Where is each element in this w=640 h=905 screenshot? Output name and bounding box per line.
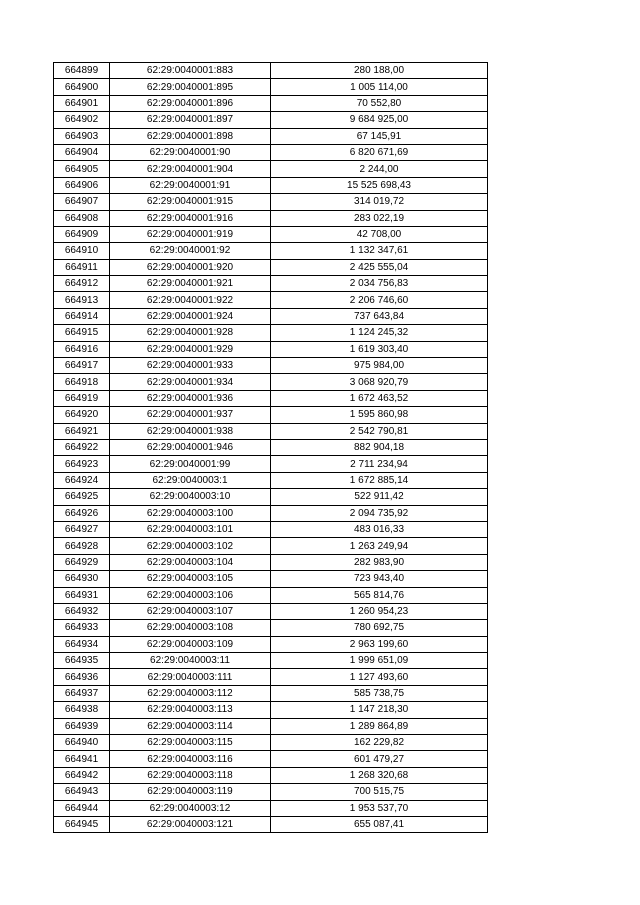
cadastral-value-cell: 2 034 756,83	[271, 276, 488, 292]
cadastral-number-cell: 62:29:0040001:91	[110, 177, 271, 193]
cadastral-value-cell: 70 552,80	[271, 95, 488, 111]
cadastral-number-cell: 62:29:0040001:929	[110, 341, 271, 357]
cadastral-value-cell: 601 479,27	[271, 751, 488, 767]
cadastral-number-cell: 62:29:0040003:104	[110, 554, 271, 570]
cadastral-number-cell: 62:29:0040003:106	[110, 587, 271, 603]
cadastral-value-cell: 1 005 114,00	[271, 79, 488, 95]
cadastral-value-cell: 1 999 651,09	[271, 653, 488, 669]
row-number-cell: 664924	[54, 472, 110, 488]
cadastral-number-cell: 62:29:0040003:112	[110, 685, 271, 701]
table-row	[54, 63, 488, 79]
cadastral-value-cell: 2 094 735,92	[271, 505, 488, 521]
cadastral-number-cell: 62:29:0040003:116	[110, 751, 271, 767]
table-row	[54, 751, 488, 767]
cadastral-value-cell: 1 260 954,23	[271, 603, 488, 619]
cadastral-number-cell: 62:29:0040003:11	[110, 653, 271, 669]
row-number-cell: 664923	[54, 456, 110, 472]
table-row	[54, 79, 488, 95]
table-row	[54, 685, 488, 701]
cadastral-number-cell: 62:29:0040003:114	[110, 718, 271, 734]
table-row	[54, 439, 488, 455]
cadastral-number-cell: 62:29:0040001:924	[110, 308, 271, 324]
cadastral-value-cell: 42 708,00	[271, 226, 488, 242]
cadastral-number-cell: 62:29:0040001:919	[110, 226, 271, 242]
cadastral-value-cell: 565 814,76	[271, 587, 488, 603]
table-row	[54, 358, 488, 374]
cadastral-number-cell: 62:29:0040003:119	[110, 784, 271, 800]
cadastral-value-table	[53, 62, 488, 833]
cadastral-number-cell: 62:29:0040003:118	[110, 767, 271, 783]
cadastral-value-cell: 314 019,72	[271, 194, 488, 210]
cadastral-value-cell: 2 542 790,81	[271, 423, 488, 439]
table-row	[54, 276, 488, 292]
cadastral-number-cell: 62:29:0040001:898	[110, 128, 271, 144]
row-number-cell: 664915	[54, 325, 110, 341]
table-row	[54, 587, 488, 603]
row-number-cell: 664900	[54, 79, 110, 95]
cadastral-number-cell: 62:29:0040003:12	[110, 800, 271, 816]
row-number-cell: 664944	[54, 800, 110, 816]
cadastral-number-cell: 62:29:0040003:1	[110, 472, 271, 488]
row-number-cell: 664919	[54, 390, 110, 406]
row-number-cell: 664940	[54, 735, 110, 751]
cadastral-value-cell: 1 124 245,32	[271, 325, 488, 341]
row-number-cell: 664917	[54, 358, 110, 374]
row-number-cell: 664912	[54, 276, 110, 292]
row-number-cell: 664935	[54, 653, 110, 669]
cadastral-value-cell: 655 087,41	[271, 816, 488, 832]
table-row	[54, 489, 488, 505]
cadastral-value-cell: 162 229,82	[271, 735, 488, 751]
table-row	[54, 538, 488, 554]
row-number-cell: 664929	[54, 554, 110, 570]
row-number-cell: 664939	[54, 718, 110, 734]
table-row	[54, 292, 488, 308]
cadastral-number-cell: 62:29:0040001:916	[110, 210, 271, 226]
row-number-cell: 664945	[54, 816, 110, 832]
cadastral-value-cell: 700 515,75	[271, 784, 488, 800]
cadastral-number-cell: 62:29:0040001:90	[110, 144, 271, 160]
table-row	[54, 816, 488, 832]
cadastral-number-cell: 62:29:0040001:92	[110, 243, 271, 259]
row-number-cell: 664902	[54, 112, 110, 128]
row-number-cell: 664907	[54, 194, 110, 210]
cadastral-number-cell: 62:29:0040001:921	[110, 276, 271, 292]
cadastral-number-cell: 62:29:0040001:920	[110, 259, 271, 275]
cadastral-number-cell: 62:29:0040003:121	[110, 816, 271, 832]
row-number-cell: 664911	[54, 259, 110, 275]
row-number-cell: 664941	[54, 751, 110, 767]
table-row	[54, 636, 488, 652]
cadastral-value-cell: 280 188,00	[271, 63, 488, 79]
cadastral-value-cell: 3 068 920,79	[271, 374, 488, 390]
table-row	[54, 161, 488, 177]
cadastral-number-cell: 62:29:0040003:10	[110, 489, 271, 505]
cadastral-value-cell: 6 820 671,69	[271, 144, 488, 160]
row-number-cell: 664922	[54, 439, 110, 455]
row-number-cell: 664905	[54, 161, 110, 177]
row-number-cell: 664937	[54, 685, 110, 701]
cadastral-value-cell: 2 425 555,04	[271, 259, 488, 275]
cadastral-value-cell: 2 963 199,60	[271, 636, 488, 652]
cadastral-number-cell: 62:29:0040001:895	[110, 79, 271, 95]
table-row	[54, 669, 488, 685]
cadastral-value-cell: 723 943,40	[271, 571, 488, 587]
cadastral-number-cell: 62:29:0040003:105	[110, 571, 271, 587]
row-number-cell: 664931	[54, 587, 110, 603]
cadastral-value-cell: 1 619 303,40	[271, 341, 488, 357]
cadastral-value-cell: 1 268 320,68	[271, 767, 488, 783]
row-number-cell: 664913	[54, 292, 110, 308]
cadastral-value-cell: 483 016,33	[271, 521, 488, 537]
cadastral-value-cell: 1 127 493,60	[271, 669, 488, 685]
table-row	[54, 456, 488, 472]
cadastral-value-cell: 2 711 234,94	[271, 456, 488, 472]
table-row	[54, 620, 488, 636]
row-number-cell: 664914	[54, 308, 110, 324]
cadastral-number-cell: 62:29:0040001:938	[110, 423, 271, 439]
cadastral-value-cell: 2 244,00	[271, 161, 488, 177]
cadastral-number-cell: 62:29:0040001:936	[110, 390, 271, 406]
row-number-cell: 664938	[54, 702, 110, 718]
cadastral-number-cell: 62:29:0040003:102	[110, 538, 271, 554]
cadastral-number-cell: 62:29:0040003:108	[110, 620, 271, 636]
row-number-cell: 664921	[54, 423, 110, 439]
row-number-cell: 664933	[54, 620, 110, 636]
row-number-cell: 664926	[54, 505, 110, 521]
row-number-cell: 664943	[54, 784, 110, 800]
cadastral-number-cell: 62:29:0040001:934	[110, 374, 271, 390]
cadastral-value-cell: 283 022,19	[271, 210, 488, 226]
table-row	[54, 144, 488, 160]
row-number-cell: 664908	[54, 210, 110, 226]
cadastral-value-cell: 780 692,75	[271, 620, 488, 636]
table-row	[54, 210, 488, 226]
row-number-cell: 664942	[54, 767, 110, 783]
table-row	[54, 718, 488, 734]
cadastral-value-cell: 1 672 885,14	[271, 472, 488, 488]
cadastral-value-cell: 1 289 864,89	[271, 718, 488, 734]
cadastral-number-cell: 62:29:0040001:896	[110, 95, 271, 111]
table-row	[54, 735, 488, 751]
table-row	[54, 554, 488, 570]
cadastral-value-cell: 585 738,75	[271, 685, 488, 701]
row-number-cell: 664904	[54, 144, 110, 160]
row-number-cell: 664936	[54, 669, 110, 685]
cadastral-value-cell: 737 643,84	[271, 308, 488, 324]
cadastral-value-cell: 522 911,42	[271, 489, 488, 505]
table-row	[54, 325, 488, 341]
cadastral-number-cell: 62:29:0040001:897	[110, 112, 271, 128]
table-row	[54, 243, 488, 259]
table-row	[54, 128, 488, 144]
cadastral-value-cell: 1 953 537,70	[271, 800, 488, 816]
table-row	[54, 407, 488, 423]
cadastral-value-cell: 282 983,90	[271, 554, 488, 570]
cadastral-number-cell: 62:29:0040001:99	[110, 456, 271, 472]
row-number-cell: 664903	[54, 128, 110, 144]
cadastral-value-cell: 9 684 925,00	[271, 112, 488, 128]
cadastral-value-cell: 1 672 463,52	[271, 390, 488, 406]
table-row	[54, 112, 488, 128]
table-row	[54, 571, 488, 587]
cadastral-number-cell: 62:29:0040001:933	[110, 358, 271, 374]
row-number-cell: 664927	[54, 521, 110, 537]
cadastral-number-cell: 62:29:0040003:115	[110, 735, 271, 751]
table-row	[54, 194, 488, 210]
table-body	[54, 63, 488, 833]
table-row	[54, 259, 488, 275]
cadastral-number-cell: 62:29:0040003:109	[110, 636, 271, 652]
cadastral-number-cell: 62:29:0040001:915	[110, 194, 271, 210]
cadastral-value-cell: 882 904,18	[271, 439, 488, 455]
cadastral-value-cell: 1 147 218,30	[271, 702, 488, 718]
row-number-cell: 664925	[54, 489, 110, 505]
cadastral-number-cell: 62:29:0040001:937	[110, 407, 271, 423]
row-number-cell: 664918	[54, 374, 110, 390]
cadastral-number-cell: 62:29:0040001:883	[110, 63, 271, 79]
table-row	[54, 472, 488, 488]
row-number-cell: 664906	[54, 177, 110, 193]
table-row	[54, 800, 488, 816]
table-row	[54, 177, 488, 193]
row-number-cell: 664901	[54, 95, 110, 111]
cadastral-number-cell: 62:29:0040001:928	[110, 325, 271, 341]
cadastral-value-cell: 1 595 860,98	[271, 407, 488, 423]
row-number-cell: 664899	[54, 63, 110, 79]
cadastral-number-cell: 62:29:0040001:904	[110, 161, 271, 177]
row-number-cell: 664916	[54, 341, 110, 357]
table-row	[54, 603, 488, 619]
cadastral-value-cell: 1 263 249,94	[271, 538, 488, 554]
table-row	[54, 521, 488, 537]
cadastral-value-cell: 15 525 698,43	[271, 177, 488, 193]
table-row	[54, 308, 488, 324]
table-row	[54, 505, 488, 521]
cadastral-value-cell: 1 132 347,61	[271, 243, 488, 259]
cadastral-number-cell: 62:29:0040003:113	[110, 702, 271, 718]
row-number-cell: 664909	[54, 226, 110, 242]
table-row	[54, 95, 488, 111]
table-row	[54, 390, 488, 406]
cadastral-value-cell: 975 984,00	[271, 358, 488, 374]
table-row	[54, 341, 488, 357]
table-row	[54, 784, 488, 800]
table-row	[54, 767, 488, 783]
row-number-cell: 664920	[54, 407, 110, 423]
row-number-cell: 664934	[54, 636, 110, 652]
cadastral-number-cell: 62:29:0040001:922	[110, 292, 271, 308]
cadastral-value-cell: 2 206 746,60	[271, 292, 488, 308]
row-number-cell: 664910	[54, 243, 110, 259]
cadastral-number-cell: 62:29:0040003:101	[110, 521, 271, 537]
table-row	[54, 226, 488, 242]
cadastral-value-cell: 67 145,91	[271, 128, 488, 144]
cadastral-number-cell: 62:29:0040001:946	[110, 439, 271, 455]
row-number-cell: 664928	[54, 538, 110, 554]
cadastral-number-cell: 62:29:0040003:100	[110, 505, 271, 521]
table-row	[54, 653, 488, 669]
cadastral-number-cell: 62:29:0040003:107	[110, 603, 271, 619]
row-number-cell: 664932	[54, 603, 110, 619]
cadastral-number-cell: 62:29:0040003:111	[110, 669, 271, 685]
table-row	[54, 702, 488, 718]
row-number-cell: 664930	[54, 571, 110, 587]
table-row	[54, 374, 488, 390]
table-row	[54, 423, 488, 439]
